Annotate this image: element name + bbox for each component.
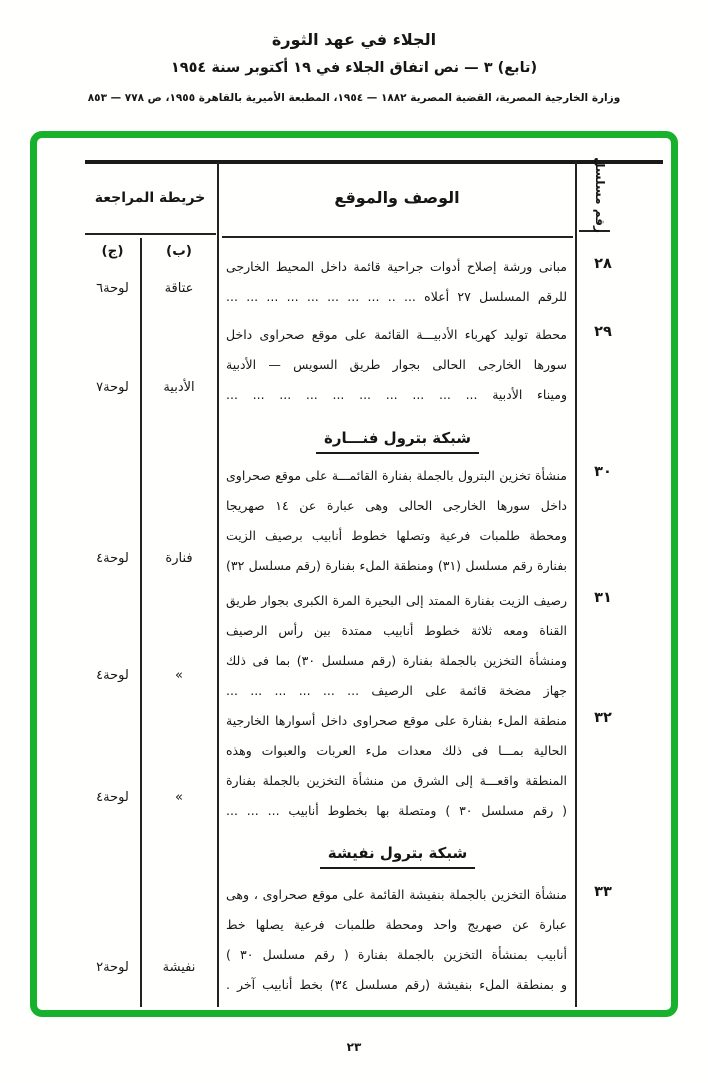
description-line: محطة توليد كهرباء الأدبيـــة القائمة على موقع صحراوى داخل xyxy=(226,327,567,342)
row-description xyxy=(226,461,567,581)
description-line: داخل سورها الخارجى الحالى وهى عبارة عن ١٤ صهريجا xyxy=(226,498,567,513)
column-divider-serial xyxy=(575,161,577,1007)
map-c-cell: لوحة٤ xyxy=(96,668,129,683)
description-line: القناة ومعه ثلاثة خطوط أنابيب ممتدة بين رأس الرصيف xyxy=(226,623,567,638)
map-c-cell: لوحة٧ xyxy=(96,380,129,395)
map-b-cell: نفيشة xyxy=(162,960,196,975)
description-line: و بمنطقة الملء بنفيشة (رقم مسلسل ٣٤) بخط أنابيب آخر . xyxy=(226,977,567,992)
map-c-cell: لوحة٤ xyxy=(96,790,129,805)
map-b-cell: عتاقة xyxy=(164,281,194,296)
description-line: أنابيب بمنشأة التخزين بالجملة بفنارة ( رقم مسلسل ٣٠ ) xyxy=(226,947,567,962)
map-b-cell: فنارة xyxy=(165,551,193,566)
description-line: ومحطة طلمبات فرعية وتصلها خطوط أنابيب برصيف الزيت xyxy=(226,528,567,543)
column-header-serial: رقم مسلسل xyxy=(593,157,607,233)
description-line: ومنشأة التخزين بالجملة بفنارة (رقم مسلسل ٣٠) بما فى ذلك xyxy=(226,653,567,668)
map-b-cell: الأدبية xyxy=(163,380,195,395)
row-description xyxy=(226,252,567,312)
map-b-cell: » xyxy=(175,668,183,683)
description-line: وميناء الأدبية ... ... ... ... ... ... ... ... ... ... xyxy=(226,387,567,402)
serial-cell: ٣١ xyxy=(594,590,612,606)
map-header-underline xyxy=(85,233,216,235)
description-line: بفنارة رقم مسلسل (٣١) ومنطقة الملء بفنارة (رقم مسلسل ٣٢) xyxy=(226,558,567,573)
row-description xyxy=(226,706,567,826)
map-c-cell: لوحة٤ xyxy=(96,551,129,566)
description-line: الحالية بمـــا فى ذلك معدات ملء العربات والعبوات وهذه xyxy=(226,743,567,758)
section-heading: شبكة بترول نفيشة xyxy=(227,843,568,869)
page-subtitle: (تابع) ٣ — نص اتفاق الجلاء في ١٩ أكتوبر سنة ١٩٥٤ xyxy=(170,60,538,76)
column-divider-map xyxy=(217,161,219,1007)
serial-cell: ٢٩ xyxy=(594,324,612,340)
description-line: منشأة تخزين البترول بالجملة بفنارة القائمـــة على موقع صحراوى xyxy=(226,468,567,483)
description-line: للرقم المسلسل ٢٧ أعلاه ... .. ... ... ... ... ... ... ... ... xyxy=(226,289,567,304)
page-number: ٢٣ xyxy=(346,1040,362,1054)
source-citation: وزارة الخارجية المصرية، القضية المصرية ١٨٨٢ — ١٩٥٤، المطبعة الأميرية بالقاهرة ١٩٥٥، ص ٧٧٨ — ٨٥٣ xyxy=(87,92,621,104)
column-header-description: الوصف والموقع xyxy=(334,188,460,207)
row-description xyxy=(226,320,567,410)
description-line: منطقة الملء بفنارة على موقع صحراوى داخل أسوارها الخارجية xyxy=(226,713,567,728)
column-header-map: خريطة المراجعة xyxy=(94,190,206,206)
description-line: منشأة التخزين بالجملة بنفيشة القائمة على موقع صحراوى ، وهى xyxy=(226,887,567,902)
description-line: رصيف الزيت بفنارة الممتد إلى البحيرة المرة الكبرى بجوار طريق xyxy=(226,593,567,608)
row-description xyxy=(226,880,567,1000)
description-header-underline xyxy=(222,236,573,238)
serial-cell: ٣٠ xyxy=(594,464,612,480)
page-title: الجلاء في عهد الثورة xyxy=(271,30,437,49)
map-b-cell: » xyxy=(175,790,183,805)
map-c-cell: لوحة٢ xyxy=(96,960,129,975)
description-line: سورها الخارجى الحالى بجوار طريق السويس — الأدبية xyxy=(226,357,567,372)
section-heading: شبكة بترول فنـــارة xyxy=(227,428,568,454)
description-line: مبانى ورشة إصلاح أدوات جراحية قائمة داخل المحيط الخارجى xyxy=(226,259,567,274)
serial-cell: ٢٨ xyxy=(594,256,612,272)
map-c-cell: لوحة٦ xyxy=(96,281,129,296)
serial-cell: ٣٣ xyxy=(594,884,612,900)
description-line: عبارة عن صهريج واحد ومحطة طلمبات فرعية يصلها خط xyxy=(226,917,567,932)
column-divider-bc xyxy=(140,238,142,1007)
row-description xyxy=(226,586,567,706)
serial-cell: ٣٢ xyxy=(594,710,612,726)
description-line: ( رقم مسلسل ٣٠ ) ومتصلة بها بخطوط أنابيب ... ... ... xyxy=(226,803,567,818)
column-subheader-c: (ج) xyxy=(101,243,124,259)
description-line: جهاز مضخة قائمة على الرصيف ... ... ... ... ... ... xyxy=(226,683,567,698)
column-subheader-b: (ب) xyxy=(166,243,192,259)
description-line: المنطقة واقعـــة إلى الشرق من منشأة التخزين بالجملة بفنارة xyxy=(226,773,567,788)
